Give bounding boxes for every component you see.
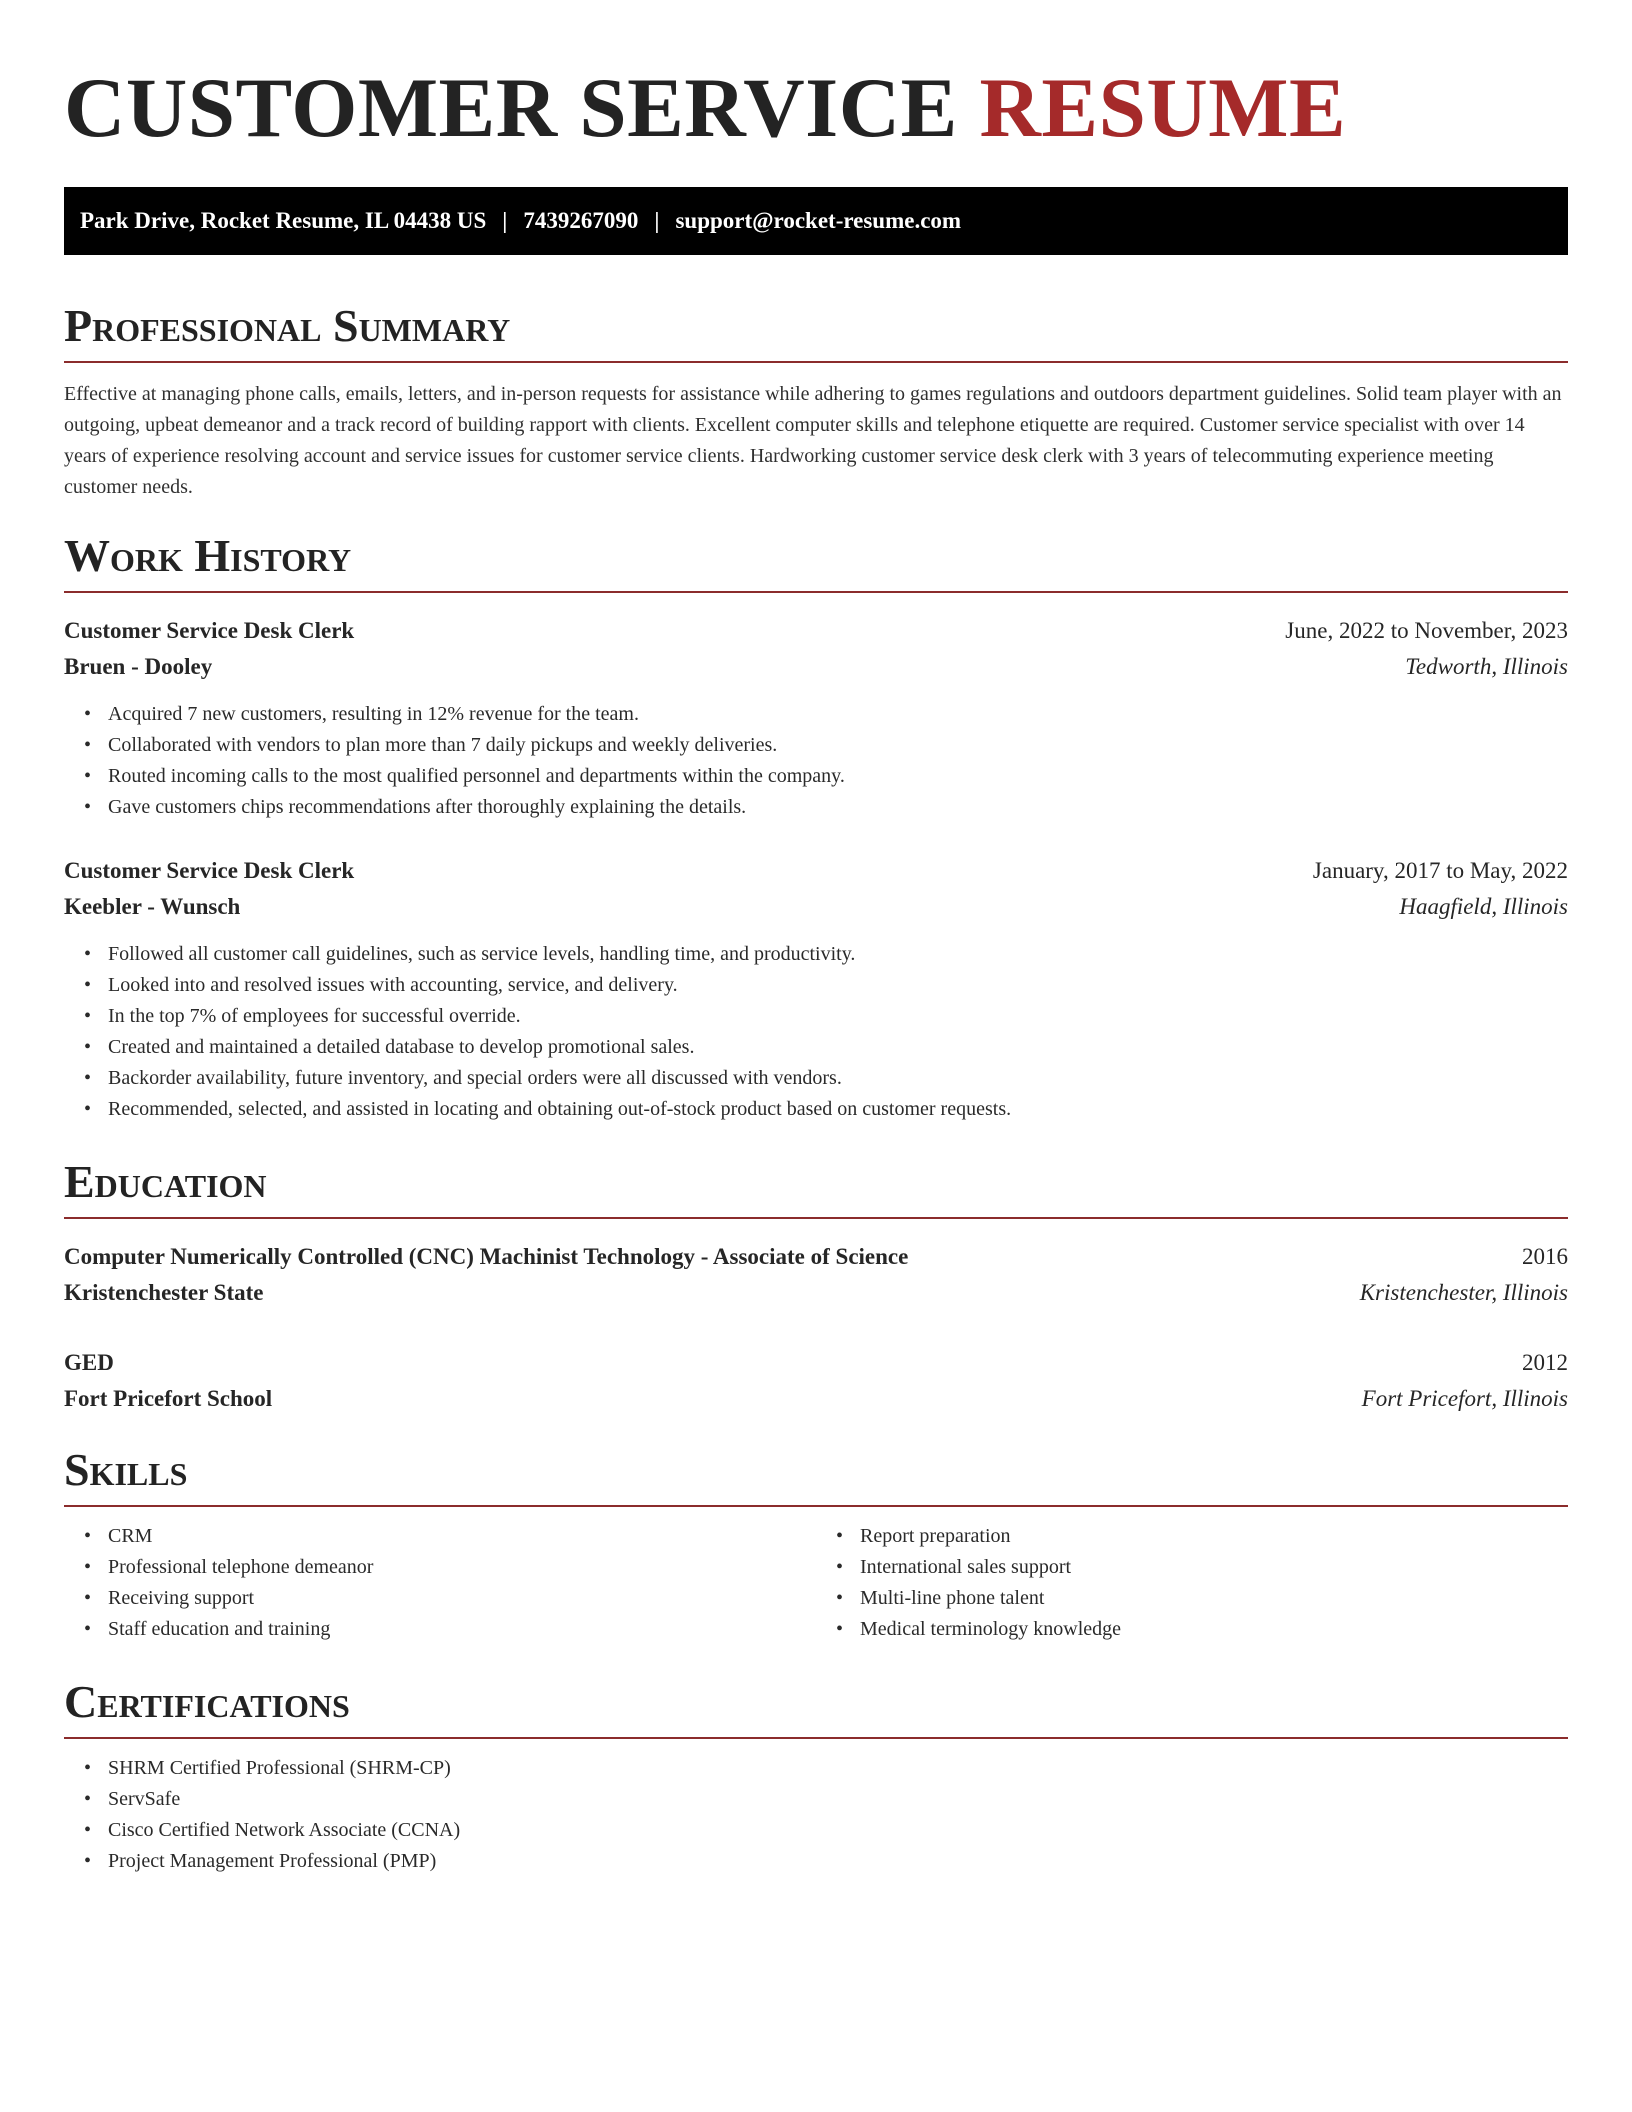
contact-separator: | [502, 208, 508, 233]
education-location: Kristenchester, Illinois [1359, 1280, 1568, 1305]
skill-item: • Report preparation [860, 1521, 1568, 1552]
contact-bar [64, 187, 1568, 255]
certification-item: • ServSafe [108, 1784, 1568, 1815]
section-title-certifications: Certifications [64, 1676, 350, 1727]
skill-item: • Staff education and training [108, 1614, 816, 1645]
section-divider [64, 1737, 1568, 1739]
job-company-row [64, 649, 1568, 685]
contact-email: support@rocket-resume.com [675, 208, 962, 233]
job-location: Haagfield, Illinois [1399, 894, 1568, 919]
job-entry [64, 613, 1568, 823]
section-divider [64, 361, 1568, 363]
job-entry [64, 853, 1568, 1125]
job-location: Tedworth, Illinois [1405, 654, 1568, 679]
job-bullet: • Backorder availability, future inventory, and special orders were all discussed with vendors. [108, 1063, 1568, 1094]
job-header-row [64, 853, 1568, 889]
skill-item: • Receiving support [108, 1583, 816, 1614]
education-degree-row [64, 1239, 1568, 1275]
education-school: Kristenchester State [64, 1280, 264, 1305]
contact-address: Park Drive, Rocket Resume, IL 04438 US [80, 208, 487, 233]
section-title-summary: Professional Summary [64, 300, 511, 351]
job-header-row [64, 613, 1568, 649]
job-company-row [64, 889, 1568, 925]
job-company: Keebler - Wunsch [64, 894, 241, 919]
section-divider [64, 1217, 1568, 1219]
section-title-skills: Skills [64, 1444, 188, 1495]
education-entry [64, 1239, 1568, 1311]
job-company: Bruen - Dooley [64, 654, 213, 679]
skill-item: • CRM [108, 1521, 816, 1552]
job-bullet: • In the top 7% of employees for successful override. [108, 1001, 1568, 1032]
job-bullet: • Collaborated with vendors to plan more than 7 daily pickups and weekly deliveries. [108, 730, 1568, 761]
skills-columns [64, 1521, 1568, 1645]
job-dates: January, 2017 to May, 2022 [1312, 858, 1568, 883]
skill-item: • International sales support [860, 1552, 1568, 1583]
section-divider [64, 591, 1568, 593]
certification-item: • Cisco Certified Network Associate (CCNA) [108, 1815, 1568, 1846]
skill-item: • Professional telephone demeanor [108, 1552, 816, 1583]
skills-list-left [64, 1521, 816, 1645]
certification-item: • SHRM Certified Professional (SHRM-CP) [108, 1753, 1568, 1784]
education-year: 2016 [1522, 1244, 1568, 1269]
job-bullet: • Created and maintained a detailed database to develop promotional sales. [108, 1032, 1568, 1063]
summary-text: Effective at managing phone calls, emails, letters, and in-person requests for assistance while adhering to games regulations and outdoors department guidelines. Solid team player with an outgoing, upbeat demeanor and a track record of building rapport with clients. Excellent computer skills and telephone etiquette are required. Customer service specialist with over 14 years of experience resolving account and service issues for customer service clients. Hardworking customer service desk clerk with 3 years of telecommuting experience meeting customer needs. [64, 383, 1562, 498]
education-school-row [64, 1381, 1568, 1417]
education-location: Fort Pricefort, Illinois [1361, 1386, 1568, 1411]
job-bullet: • Acquired 7 new customers, resulting in 12% revenue for the team. [108, 699, 1568, 730]
resume-title-accent: RESUME [979, 61, 1347, 155]
job-bullet: • Routed incoming calls to the most qualified personnel and departments within the company. [108, 761, 1568, 792]
job-bullets [64, 939, 1568, 1125]
job-bullets [64, 699, 1568, 823]
job-dates: June, 2022 to November, 2023 [1285, 618, 1568, 643]
education-school-row [64, 1275, 1568, 1311]
skill-item: • Multi-line phone talent [860, 1583, 1568, 1614]
education-entry [64, 1345, 1568, 1417]
section-title-education: Education [64, 1156, 267, 1207]
section-title-work-history: Work History [64, 530, 352, 581]
job-bullet: • Gave customers chips recommendations after thoroughly explaining the details. [108, 792, 1568, 823]
education-degree: Computer Numerically Controlled (CNC) Machinist Technology - Associate of Science [64, 1244, 909, 1269]
skill-item: • Medical terminology knowledge [860, 1614, 1568, 1645]
certifications-list [64, 1753, 1568, 1877]
certification-item: • Project Management Professional (PMP) [108, 1846, 1568, 1877]
education-degree-row [64, 1345, 1568, 1381]
resume-title-main: CUSTOMER SERVICE [64, 61, 958, 155]
job-bullet: • Looked into and resolved issues with accounting, service, and delivery. [108, 970, 1568, 1001]
education-degree: GED [64, 1350, 114, 1375]
job-bullet: • Followed all customer call guidelines, such as service levels, handling time, and productivity. [108, 939, 1568, 970]
job-role: Customer Service Desk Clerk [64, 858, 355, 883]
education-year: 2012 [1522, 1350, 1568, 1375]
education-school: Fort Pricefort School [64, 1386, 273, 1411]
job-bullet: • Recommended, selected, and assisted in locating and obtaining out-of-stock product based on customer requests. [108, 1094, 1568, 1125]
skills-list-right [816, 1521, 1568, 1645]
contact-separator: | [654, 208, 660, 233]
section-divider [64, 1505, 1568, 1507]
contact-phone: 7439267090 [523, 208, 639, 233]
resume-title [64, 61, 1568, 155]
job-role: Customer Service Desk Clerk [64, 618, 355, 643]
